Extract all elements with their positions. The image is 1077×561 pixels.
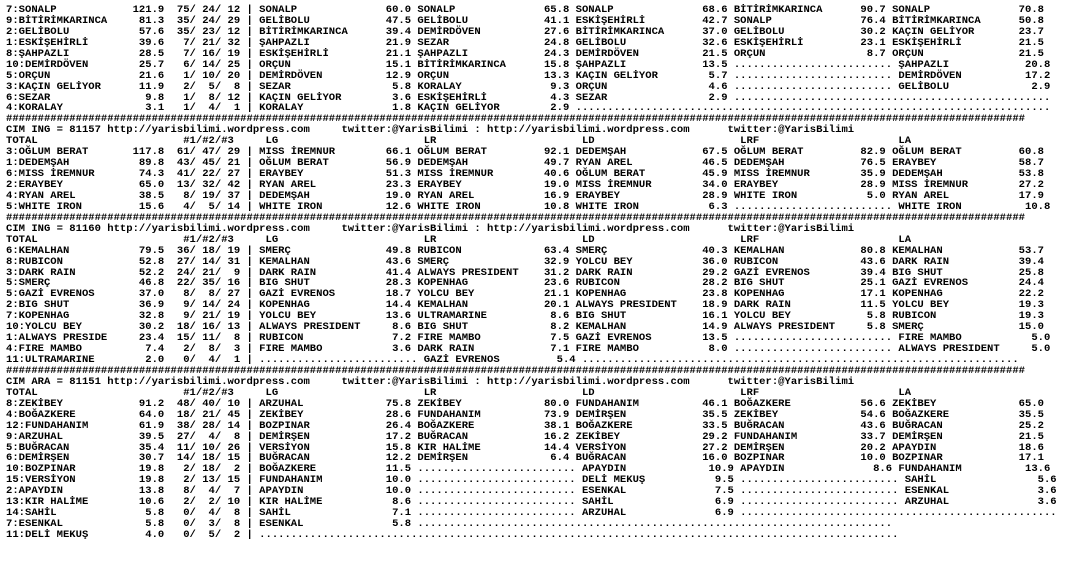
text-line: 4:FIRE MAMBO 7.4 2/ 8/ 3 | FIRE MAMBO 3.6 DARK RAIN 7.1 FIRE MAMBO 8.0 ......................... ALWAYS PRESIDENT 5.0 bbox=[6, 343, 1051, 356]
text-line: 7:SONALP 121.9 75/ 24/ 12 | SONALP 60.0 SONALP 65.8 SONALP 68.6 BİTİRİMKARINCA 90.7 SONALP 70.8 bbox=[6, 4, 1044, 16]
text-line: 5:BUĞRACAN 35.4 11/ 10/ 26 | VERSİYON 15.8 KIR HALİME 14.4 VERSİYON 27.2 DEMİRŞEN 20.2 APAYDIN 18.6 bbox=[6, 441, 1044, 454]
text-line: 4:BOĞAZKERE 64.0 18/ 21/ 45 | ZEKİBEY 28.6 FUNDAHANIM 73.9 DEMİRŞEN 35.5 ZEKİBEY 54.6 BOĞAZKERE 35.5 bbox=[6, 408, 1044, 421]
separator-line: ################################################################################################################################################################# bbox=[6, 113, 1025, 126]
text-line: 11:ULTRAMARINE 2.0 0/ 4/ 1 | ......................... GAZİ EVRENOS 5.4 ..................................................................... bbox=[6, 354, 1019, 366]
column-header-line: TOTAL #1/#2/#3 LG LR LD LRF LA bbox=[6, 386, 912, 399]
text-line: 7:KOPENHAG 32.8 9/ 21/ 19 | YOLCU BEY 13.6 ULTRAMARINE 8.6 BIG SHUT 16.1 YOLCU BEY 5.8 RUBICON 19.3 bbox=[6, 310, 1044, 323]
text-line: 4:RYAN AREL 38.5 8/ 19/ 37 | DEDEMŞAH 19.0 RYAN AREL 16.9 ERAYBEY 28.9 WHITE IRON 5.0 RYAN AREL 17.9 bbox=[6, 189, 1044, 202]
text-line: 6:SEZAR 9.8 1/ 8/ 12 | KAÇIN GELİYOR 3.6 ESKİŞEHİRLİ 4.3 SEZAR 2.9 .................................................. bbox=[6, 91, 1051, 104]
text-line: 8:ŞAHPAZLI 28.5 7/ 16/ 19 | ESKİŞEHİRLİ 21.1 ŞAHPAZLI 24.3 DEMİRDÖVEN 21.5 ORÇUN 8.7 ORÇUN 21.5 bbox=[6, 47, 1044, 60]
text-line: 7:ESENKAL 5.8 0/ 3/ 8 | ESENKAL 5.8 ........................................................................... bbox=[6, 518, 893, 531]
text-line: 6:DEMİRŞEN 30.7 14/ 18/ 15 | BUĞRACAN 12.2 DEMİRŞEN 6.4 BUĞRACAN 16.0 BOZPINAR 10.0 BOZPINAR 17.1 bbox=[6, 452, 1044, 465]
text-line: 4:KORALAY 3.1 1/ 4/ 1 | KORALAY 1.8 KAÇIN GELİYOR 2.9 ........................................................................... bbox=[6, 102, 1051, 115]
text-line: 1:DEDEMŞAH 89.8 43/ 45/ 21 | OĞLUM BERAT 56.9 DEDEMŞAH 49.7 RYAN AREL 46.5 DEDEMŞAH 76.5 ERAYBEY 58.7 bbox=[6, 157, 1044, 170]
text-line: 15:VERSİYON 19.8 2/ 13/ 15 | FUNDAHANIM 10.0 ......................... DELİ MEKUŞ 9.5 ......................... SAHİL 5.6 bbox=[6, 474, 1057, 487]
text-line: 2:BIG SHUT 36.9 9/ 14/ 24 | KOPENHAG 14.4 KEMALHAN 20.1 ALWAYS PRESIDENT 18.9 DARK RAIN 11.5 YOLCU BEY 19.3 bbox=[6, 299, 1044, 312]
text-line: 11:DELİ MEKUŞ 4.0 0/ 5/ 2 | ..................................................................................................... bbox=[6, 529, 899, 541]
column-header-line: TOTAL #1/#2/#3 LG LR LD LRF LA bbox=[6, 233, 912, 246]
text-line: 3:OĞLUM BERAT 117.8 61/ 47/ 29 | MISS İREMNUR 66.1 OĞLUM BERAT 92.1 DEDEMŞAH 67.5 OĞLUM BERAT 82.9 OĞLUM BERAT 60.8 bbox=[6, 146, 1044, 159]
text-line: 8:RUBICON 52.8 27/ 14/ 31 | KEMALHAN 43.6 SMERÇ 32.9 YOLCU BEY 36.0 RUBICON 43.6 DARK RAIN 39.4 bbox=[6, 255, 1044, 268]
text-line: 6:MISS İREMNUR 74.3 41/ 22/ 27 | ERAYBEY 51.3 MISS İREMNUR 40.6 OĞLUM BERAT 45.9 MISS İREMNUR 35.9 DEDEMŞAH 53.8 bbox=[6, 168, 1044, 181]
text-line: 1:ESKİŞEHİRLİ 39.6 7/ 21/ 32 | ŞAHPAZLI 21.9 SEZAR 24.8 GELİBOLU 32.6 ESKİŞEHİRLİ 23.1 ESKİŞEHİRLİ 21.5 bbox=[6, 36, 1044, 49]
column-header-line: TOTAL #1/#2/#3 LG LR LD LRF LA bbox=[6, 135, 912, 148]
text-line: 5:SMERÇ 46.8 22/ 35/ 16 | BIG SHUT 28.3 KOPENHAG 23.6 RUBICON 28.2 BIG SHUT 25.1 GAZİ EVRENOS 24.4 bbox=[6, 277, 1044, 290]
race-header-line: CIM ING = 81157 http://yarisbilimi.wordpress.com twitter:@YarisBilimi : http://yarisbilimi.wordpress.com twitter:@YarisBilimi bbox=[6, 124, 855, 137]
text-line: 5:WHITE IRON 15.6 4/ 5/ 14 | WHITE IRON 12.6 WHITE IRON 10.8 WHITE IRON 6.3 ......................... WHITE IRON 10.8 bbox=[6, 200, 1051, 213]
text-line: 10:DEMİRDÖVEN 25.7 6/ 14/ 25 | ORÇUN 15.1 BİTİRİMKARINCA 15.8 ŞAHPAZLI 13.5 ......................... ŞAHPAZLI 20.8 bbox=[6, 58, 1051, 71]
text-line: 2:GELİBOLU 57.6 35/ 23/ 12 | BİTİRİMKARINCA 39.4 DEMİRDÖVEN 27.6 BİTİRİMKARINCA 37.0 GELİBOLU 30.2 KAÇIN GELİYOR 23.7 bbox=[6, 25, 1044, 38]
text-line: 9:ARZUHAL 39.5 27/ 4/ 8 | DEMİRŞEN 17.2 BUĞRACAN 16.2 ZEKİBEY 29.2 FUNDAHANIM 33.7 DEMİRŞEN 21.5 bbox=[6, 430, 1044, 443]
text-line: 6:KEMALHAN 79.5 36/ 18/ 19 | SMERÇ 49.8 RUBICON 63.4 SMERÇ 40.3 KEMALHAN 80.8 KEMALHAN 53.7 bbox=[6, 244, 1044, 257]
text-line: 5:GAZİ EVRENOS 37.0 8/ 8/ 27 | GAZİ EVRENOS 18.7 YOLCU BEY 21.1 KOPENHAG 23.8 KOPENHAG 17.1 KOPENHAG 22.2 bbox=[6, 288, 1044, 301]
text-line: 10:BOZPINAR 19.8 2/ 18/ 2 | BOĞAZKERE 11.5 ......................... APAYDIN 10.9 APAYDIN 8.6 FUNDAHANIM 13.6 bbox=[6, 463, 1051, 476]
text-line: 10:YOLCU BEY 30.2 18/ 16/ 13 | ALWAYS PRESIDENT 8.6 BIG SHUT 8.2 KEMALHAN 14.9 ALWAYS PRESIDENT 5.8 SMERÇ 15.0 bbox=[6, 321, 1044, 334]
text-line: 1:ALWAYS PRESIDE 23.4 15/ 11/ 8 | RUBICON 7.2 FIRE MAMBO 7.5 GAZİ EVRENOS 13.5 ......................... FIRE MAMBO 5.0 bbox=[6, 332, 1051, 345]
text-line: 3:KAÇIN GELİYOR 11.9 2/ 5/ 8 | SEZAR 5.8 KORALAY 9.3 ORÇUN 4.6 ......................... GELİBOLU 2.9 bbox=[6, 80, 1051, 93]
text-line: 3:DARK RAIN 52.2 24/ 21/ 9 | DARK RAIN 41.4 ALWAYS PRESIDENT 31.2 DARK RAIN 29.2 GAZİ EVRENOS 39.4 BIG SHUT 25.8 bbox=[6, 266, 1044, 279]
text-line: 14:SAHİL 5.8 0/ 4/ 8 | SAHİL 7.1 ......................... ARZUHAL 6.9 .................................................. bbox=[6, 507, 1057, 520]
text-line: 2:APAYDIN 13.8 8/ 4/ 7 | APAYDIN 10.0 ......................... ESENKAL 7.5 ......................... ESENKAL 3.6 bbox=[6, 485, 1057, 498]
separator-line: ################################################################################################################################################################# bbox=[6, 364, 1025, 377]
text-line: 12:FUNDAHANIM 61.9 38/ 28/ 14 | BOZPINAR 26.4 BOĞAZKERE 38.1 BOĞAZKERE 33.5 BUĞRACAN 43.6 BUĞRACAN 25.2 bbox=[6, 419, 1044, 432]
text-line: 13:KIR HALİME 10.6 2/ 2/ 10 | KIR HALİME 8.6 ......................... SAHİL 6.9 ......................... ARZUHAL 3.6 bbox=[6, 496, 1057, 509]
race-header-line: CIM ARA = 81151 http://yarisbilimi.wordpress.com twitter:@YarisBilimi : http://yarisbilimi.wordpress.com twitter:@YarisBilimi bbox=[6, 375, 855, 388]
separator-line: ################################################################################################################################################################# bbox=[6, 211, 1025, 224]
text-line: 5:ORÇUN 21.6 1/ 10/ 20 | DEMİRDÖVEN 12.9 ORÇUN 13.3 KAÇIN GELİYOR 5.7 ......................... DEMİRDÖVEN 17.2 bbox=[6, 69, 1051, 82]
results-text-sheet bbox=[6, 5, 1057, 541]
race-header-line: CIM ING = 81160 http://yarisbilimi.wordpress.com twitter:@YarisBilimi : http://yarisbilimi.wordpress.com twitter:@YarisBilimi bbox=[6, 222, 855, 235]
text-line: 9:BİTİRİMKARINCA 81.3 35/ 24/ 29 | GELİBOLU 47.5 GELİBOLU 41.1 ESKİŞEHİRLİ 42.7 SONALP 76.4 BİTİRİMKARINCA 50.8 bbox=[6, 14, 1044, 27]
text-line: 2:ERAYBEY 65.0 13/ 32/ 42 | RYAN AREL 23.3 ERAYBEY 19.0 MISS İREMNUR 34.0 ERAYBEY 28.9 MISS İREMNUR 27.2 bbox=[6, 179, 1044, 191]
text-line: 8:ZEKİBEY 91.2 48/ 40/ 10 | ARZUHAL 75.8 ZEKİBEY 80.0 FUNDAHANIM 46.1 BOĞAZKERE 56.6 ZEKİBEY 65.0 bbox=[6, 397, 1044, 410]
